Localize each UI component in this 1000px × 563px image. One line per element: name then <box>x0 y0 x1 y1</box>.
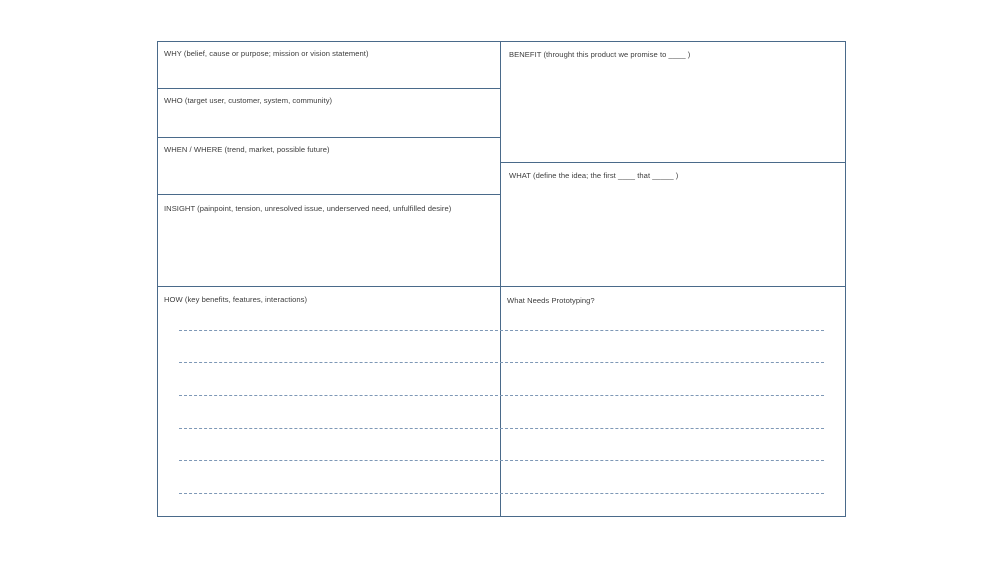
divider-benefit-what <box>500 162 845 163</box>
insight-label: INSIGHT (painpoint, tension, unresolved issue, underserved need, unfulfilled desire) <box>164 204 452 213</box>
benefit-label: BENEFIT (throught this product we promise to ____ ) <box>509 50 691 59</box>
when-where-label: WHEN / WHERE (trend, market, possible future) <box>164 145 330 154</box>
product-canvas-sheet <box>157 41 846 517</box>
what-label: WHAT (define the idea; the first ____ that _____ ) <box>509 171 679 180</box>
writing-line <box>179 330 824 331</box>
writing-line <box>179 493 824 494</box>
writing-line <box>179 460 824 461</box>
divider-who-when <box>158 137 500 138</box>
who-label: WHO (target user, customer, system, community) <box>164 96 333 105</box>
prototyping-label: What Needs Prototyping? <box>507 296 595 305</box>
divider-center <box>500 42 501 516</box>
divider-why-who <box>158 88 500 89</box>
writing-line <box>179 362 824 363</box>
why-label: WHY (belief, cause or purpose; mission or vision statement) <box>164 49 369 58</box>
divider-top-bottom <box>158 286 845 287</box>
writing-line <box>179 395 824 396</box>
divider-when-insight <box>158 194 500 195</box>
writing-line <box>179 428 824 429</box>
how-label: HOW (key benefits, features, interactions) <box>164 295 308 304</box>
